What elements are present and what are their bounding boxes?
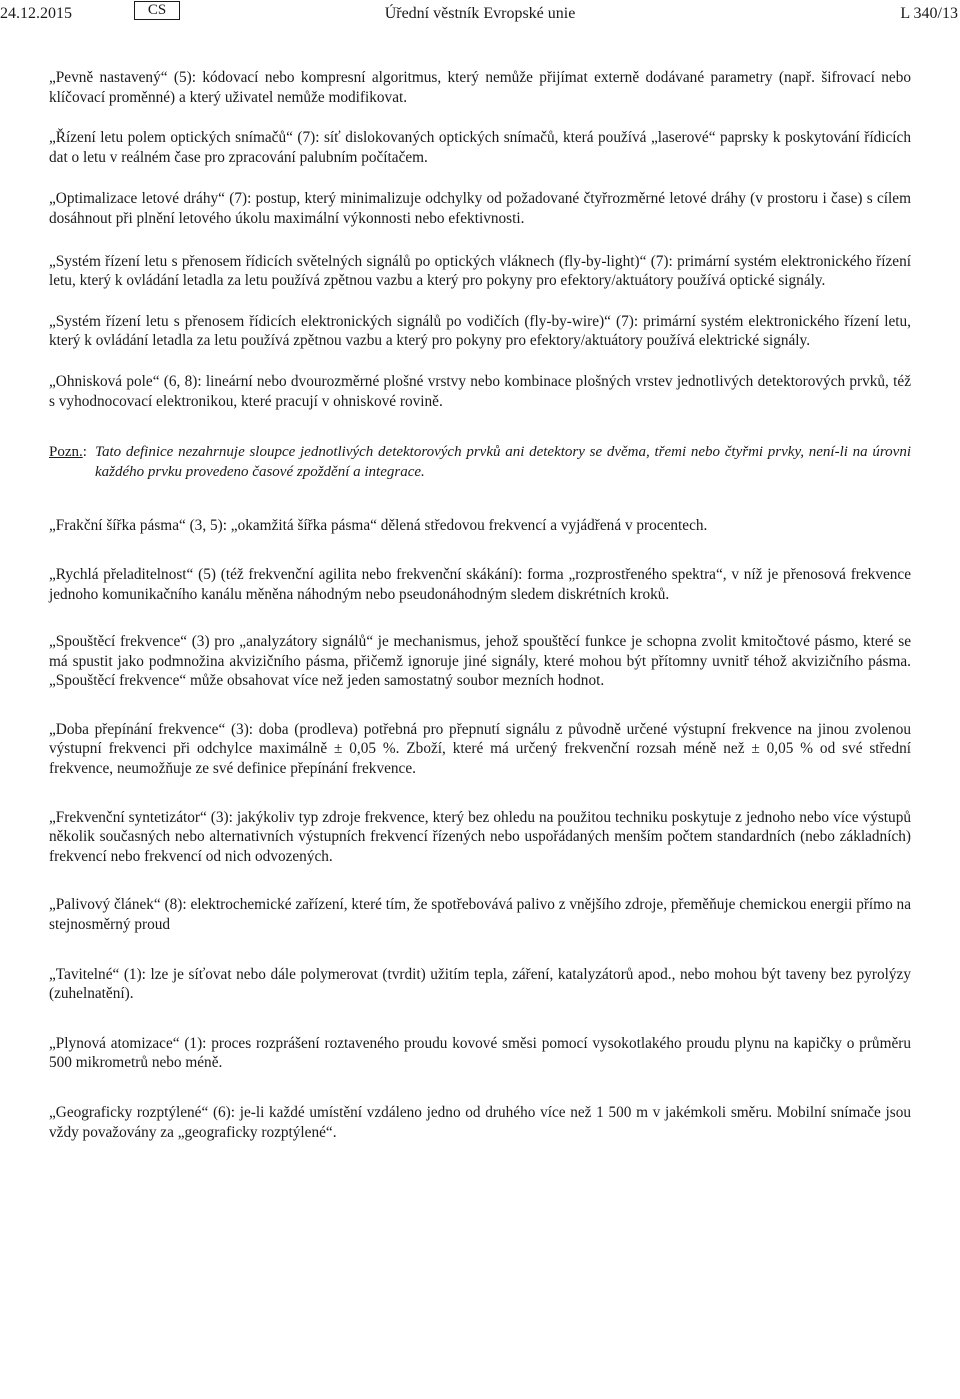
definition-paragraph: „Řízení letu polem optických snímačů“ (7): síť dislokovaných optických snímačů, která používá „laserové“ paprsky k poskytování řídicích dat o letu v reálném čase pro zpracování palubním počítačem.	[49, 129, 911, 166]
definition-paragraph: „Systém řízení letu s přenosem řídicích světelných signálů po optických vláknech (fly-by-light)“ (7): primární systém elektronického řízení letu, který k ovládání letadla za letu používá zpětnou vazbu a který pro pokyny pro efektory/aktuátory používá optické signály.	[49, 252, 911, 290]
definition-paragraph: „Frekvenční syntetizátor“ (3): jakýkoliv typ zdroje frekvence, který bez ohledu na použitou techniku poskytuje z jednoho nebo více výstupů několik současných nebo alternativních výstupních frekvencí řízených nebo uspořádaných menším počtem standardních (nebo základních) frekvencí nebo frekvencí od nich odvozených.	[49, 808, 911, 865]
definition-paragraph: „Ohnisková pole“ (6, 8): lineární nebo dvourozměrné plošné vrstvy nebo kombinace plošných vrstev jednotlivých detektorových prvků, též s vyhodnocovací elektronikou, které pracují v ohniskové rovině.	[49, 372, 911, 410]
definition-paragraph: „Palivový článek“ (8): elektrochemické zařízení, které tím, že spotřebovává palivo z vnějšího zdroje, přeměňuje chemickou energii přímo na stejnosměrný proud	[49, 896, 911, 934]
note-text: Tato definice nezahrnuje sloupce jednotlivých detektorových prvků ani detektory se dvěma, třemi nebo čtyřmi prvky, není-li na úrovni každého prvku provedeno časové zpoždění a integrace.	[95, 444, 911, 480]
journal-title: Úřední věstník Evropské unie	[384, 5, 576, 22]
definition-paragraph: „Spouštěcí frekvence“ (3) pro „analyzátory signálů“ je mechanismus, jehož spouštěcí funkce je schopna zvolit kmitočtové pásmo, které se má spustit jako podmnožina akvizičního pásma, přičemž ignoruje jiné signály, které mohou být přítomny uvnitř téhož akvizičního pásma. „Spouštěcí frekvence“ může obsahovat více než jeden samostatný soubor mezních hodnot.	[49, 633, 911, 690]
publication-date: 24.12.2015	[0, 5, 72, 22]
document-body	[49, 68, 911, 1142]
definition-paragraph: „Frakční šířka pásma“ (3, 5): „okamžitá šířka pásma“ dělená středovou frekvencí a vyjádřená v procentech.	[49, 517, 708, 535]
definition-paragraph: „Geograficky rozptýlené“ (6): je-li každé umístění vzdáleno jedno od druhého více než 1 500 m v jakémkoli směru. Mobilní snímače jsou vždy považovány za „geograficky rozptýlené“.	[49, 1104, 911, 1141]
definition-paragraph: „Systém řízení letu s přenosem řídicích elektronických signálů po vodičích (fly-by-wire)“ (7): primární systém elektronického řízení letu, který k ovládání letadla za letu používá zpětnou vazbu a který pro pokyny pro efektory/aktuátory používá elektrické signály.	[49, 312, 911, 350]
definition-paragraph: „Optimalizace letové dráhy“ (7): postup, který minimalizuje odchylky od požadované čtyřrozměrné letové dráhy (v prostoru i čase) s cílem dosáhnout při plnění letového úkolu maximální výkonnosti nebo efektivnosti.	[49, 190, 911, 227]
language-badge: CS	[134, 1, 180, 20]
note-label: Pozn.:	[49, 444, 87, 461]
definition-paragraph: „Doba přepínání frekvence“ (3): doba (prodleva) potřebná pro přepnutí signálu z původně určené výstupní frekvence na jinou zvolenou výstupní frekvenci při odchylce maximálně ± 0,05 %. Zboží, které má určený frekvenční rozsah méně než ± 0,05 % od své střední frekvence, neumožňuje ze své definice přepínání frekvence.	[49, 720, 911, 778]
definition-paragraph: „Pevně nastavený“ (5): kódovací nebo kompresní algoritmus, který nemůže přijímat externě dodávané parametry (např. šifrovací nebo klíčovací proměnné) a který uživatel nemůže modifikovat.	[49, 69, 911, 106]
note	[49, 443, 911, 482]
page-reference: L 340/13	[900, 5, 958, 22]
page-header	[0, 0, 960, 26]
definition-paragraph: „Plynová atomizace“ (1): proces rozprášení roztaveného proudu kovové směsi pomocí vysokotlakého proudu plynu na kapičky o průměru 500 mikrometrů nebo méně.	[49, 1034, 911, 1072]
definition-paragraph: „Tavitelné“ (1): lze je síťovat nebo dále polymerovat (tvrdit) užitím tepla, záření, katalyzátorů apod., nebo mohou být taveny bez pyrolýzy (zuhelnatění).	[49, 965, 911, 1003]
definition-paragraph: „Rychlá přeladitelnost“ (5) (též frekvenční agilita nebo frekvenční skákání): forma „rozprostřeného spektra“, v níž je přenosová frekvence jednoho komunikačního kanálu měněna náhodným nebo pseudonáhodným sledem diskrétních kroků.	[49, 565, 911, 603]
